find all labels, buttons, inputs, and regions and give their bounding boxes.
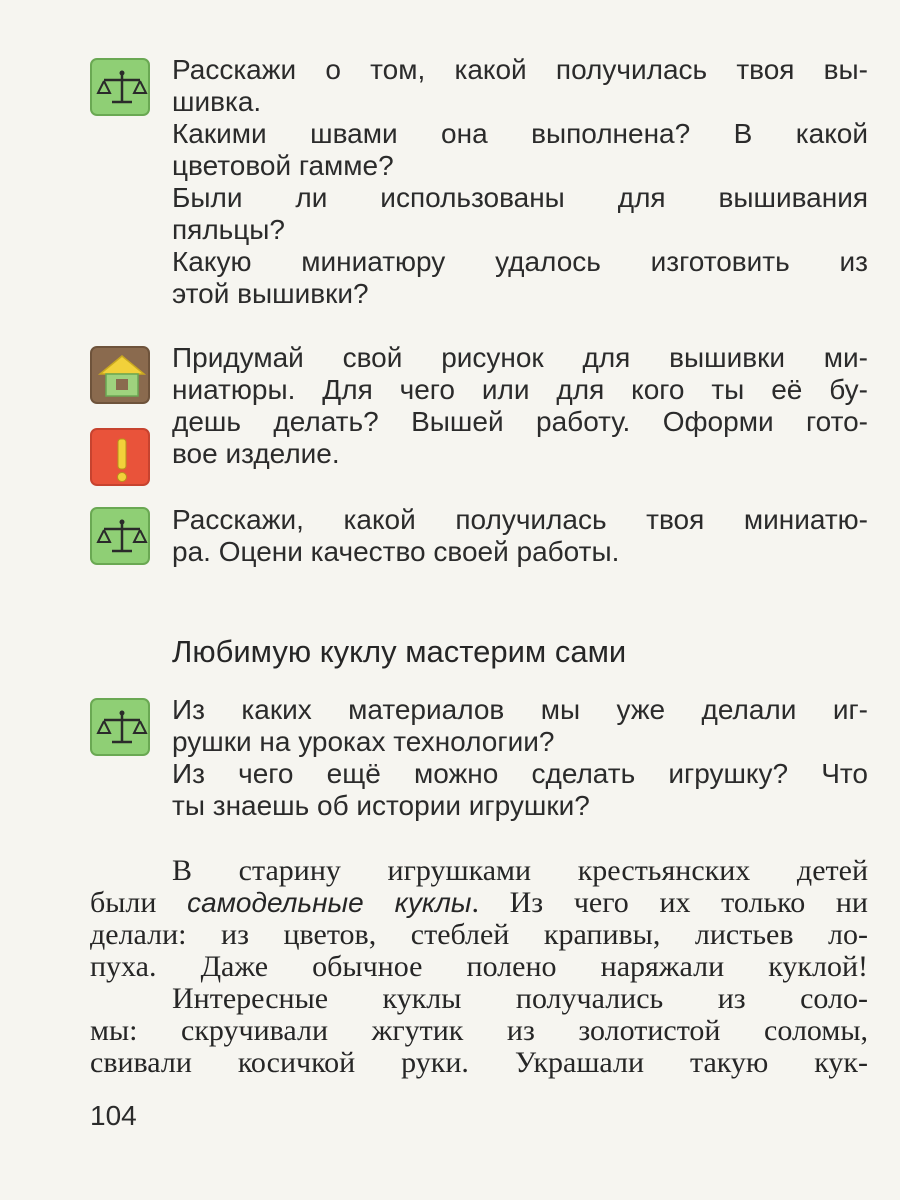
text-line: Придумай свой рисунок для вышивки ми-: [172, 342, 868, 373]
text-line: рушки на уроках технологии?: [172, 726, 555, 757]
page-number: 104: [90, 1100, 137, 1131]
text-line: свивали косичкой руки. Украшали такую кук-: [90, 1046, 868, 1079]
text-line: пяльцы?: [172, 214, 285, 245]
exclamation-icon: [90, 428, 150, 486]
balance-scale-icon: [90, 698, 150, 756]
text-line: вое изделие.: [172, 438, 340, 469]
balance-scale-icon: [90, 507, 150, 565]
question-block-toys: [172, 694, 868, 822]
text-line: ты знаешь об истории игрушки?: [172, 790, 590, 821]
text-line: ниатюры. Для чего или для кого ты её бу-: [172, 374, 868, 405]
body-paragraph-2: [90, 983, 868, 1079]
text-line: этой вышивки?: [172, 278, 369, 309]
text-line: Расскажи о том, какой получилась твоя вы-: [172, 54, 868, 85]
task-block-design: [172, 342, 868, 470]
text-line: Расскажи, какой получилась твоя миниатю-: [172, 504, 868, 535]
text-fragment: были: [90, 886, 188, 919]
text-line: цветовой гамме?: [172, 150, 394, 181]
text-line: делали: из цветов, стеблей крапивы, листьев ло-: [90, 918, 868, 951]
text-line: шивка.: [172, 86, 262, 117]
balance-scale-icon: [90, 58, 150, 116]
question-block-embroidery: [172, 54, 868, 310]
text-line: дешь делать? Вышей работу. Оформи гото-: [172, 406, 868, 437]
section-heading: Любимую куклу мастерим сами: [172, 634, 627, 669]
text-line: Какую миниатюру удалось изготовить из: [172, 246, 868, 277]
text-line: Из чего ещё можно сделать игрушку? Что: [172, 758, 868, 789]
text-line: Какими швами она выполнена? В какой: [172, 118, 868, 149]
text-line: В старину игрушками крестьянских детей: [172, 854, 868, 887]
emphasized-term: самодельные куклы: [187, 887, 472, 918]
body-paragraph-1: [90, 855, 868, 983]
text-line: ра. Оцени качество своей работы.: [172, 536, 620, 567]
text-line: Интересные куклы получались из соло-: [172, 982, 868, 1015]
question-block-miniature: [172, 504, 868, 568]
text-line: пуха. Даже обычное полено наряжали куклой!: [90, 950, 868, 983]
text-line: Из каких материалов мы уже делали иг-: [172, 694, 868, 725]
text-line: [90, 887, 868, 919]
text-line: Были ли использованы для вышивания: [172, 182, 868, 213]
text-fragment: . Из чего их только ни: [471, 886, 868, 919]
text-line: мы: скручивали жгутик из золотистой соломы,: [90, 1014, 868, 1047]
house-icon: [90, 346, 150, 404]
